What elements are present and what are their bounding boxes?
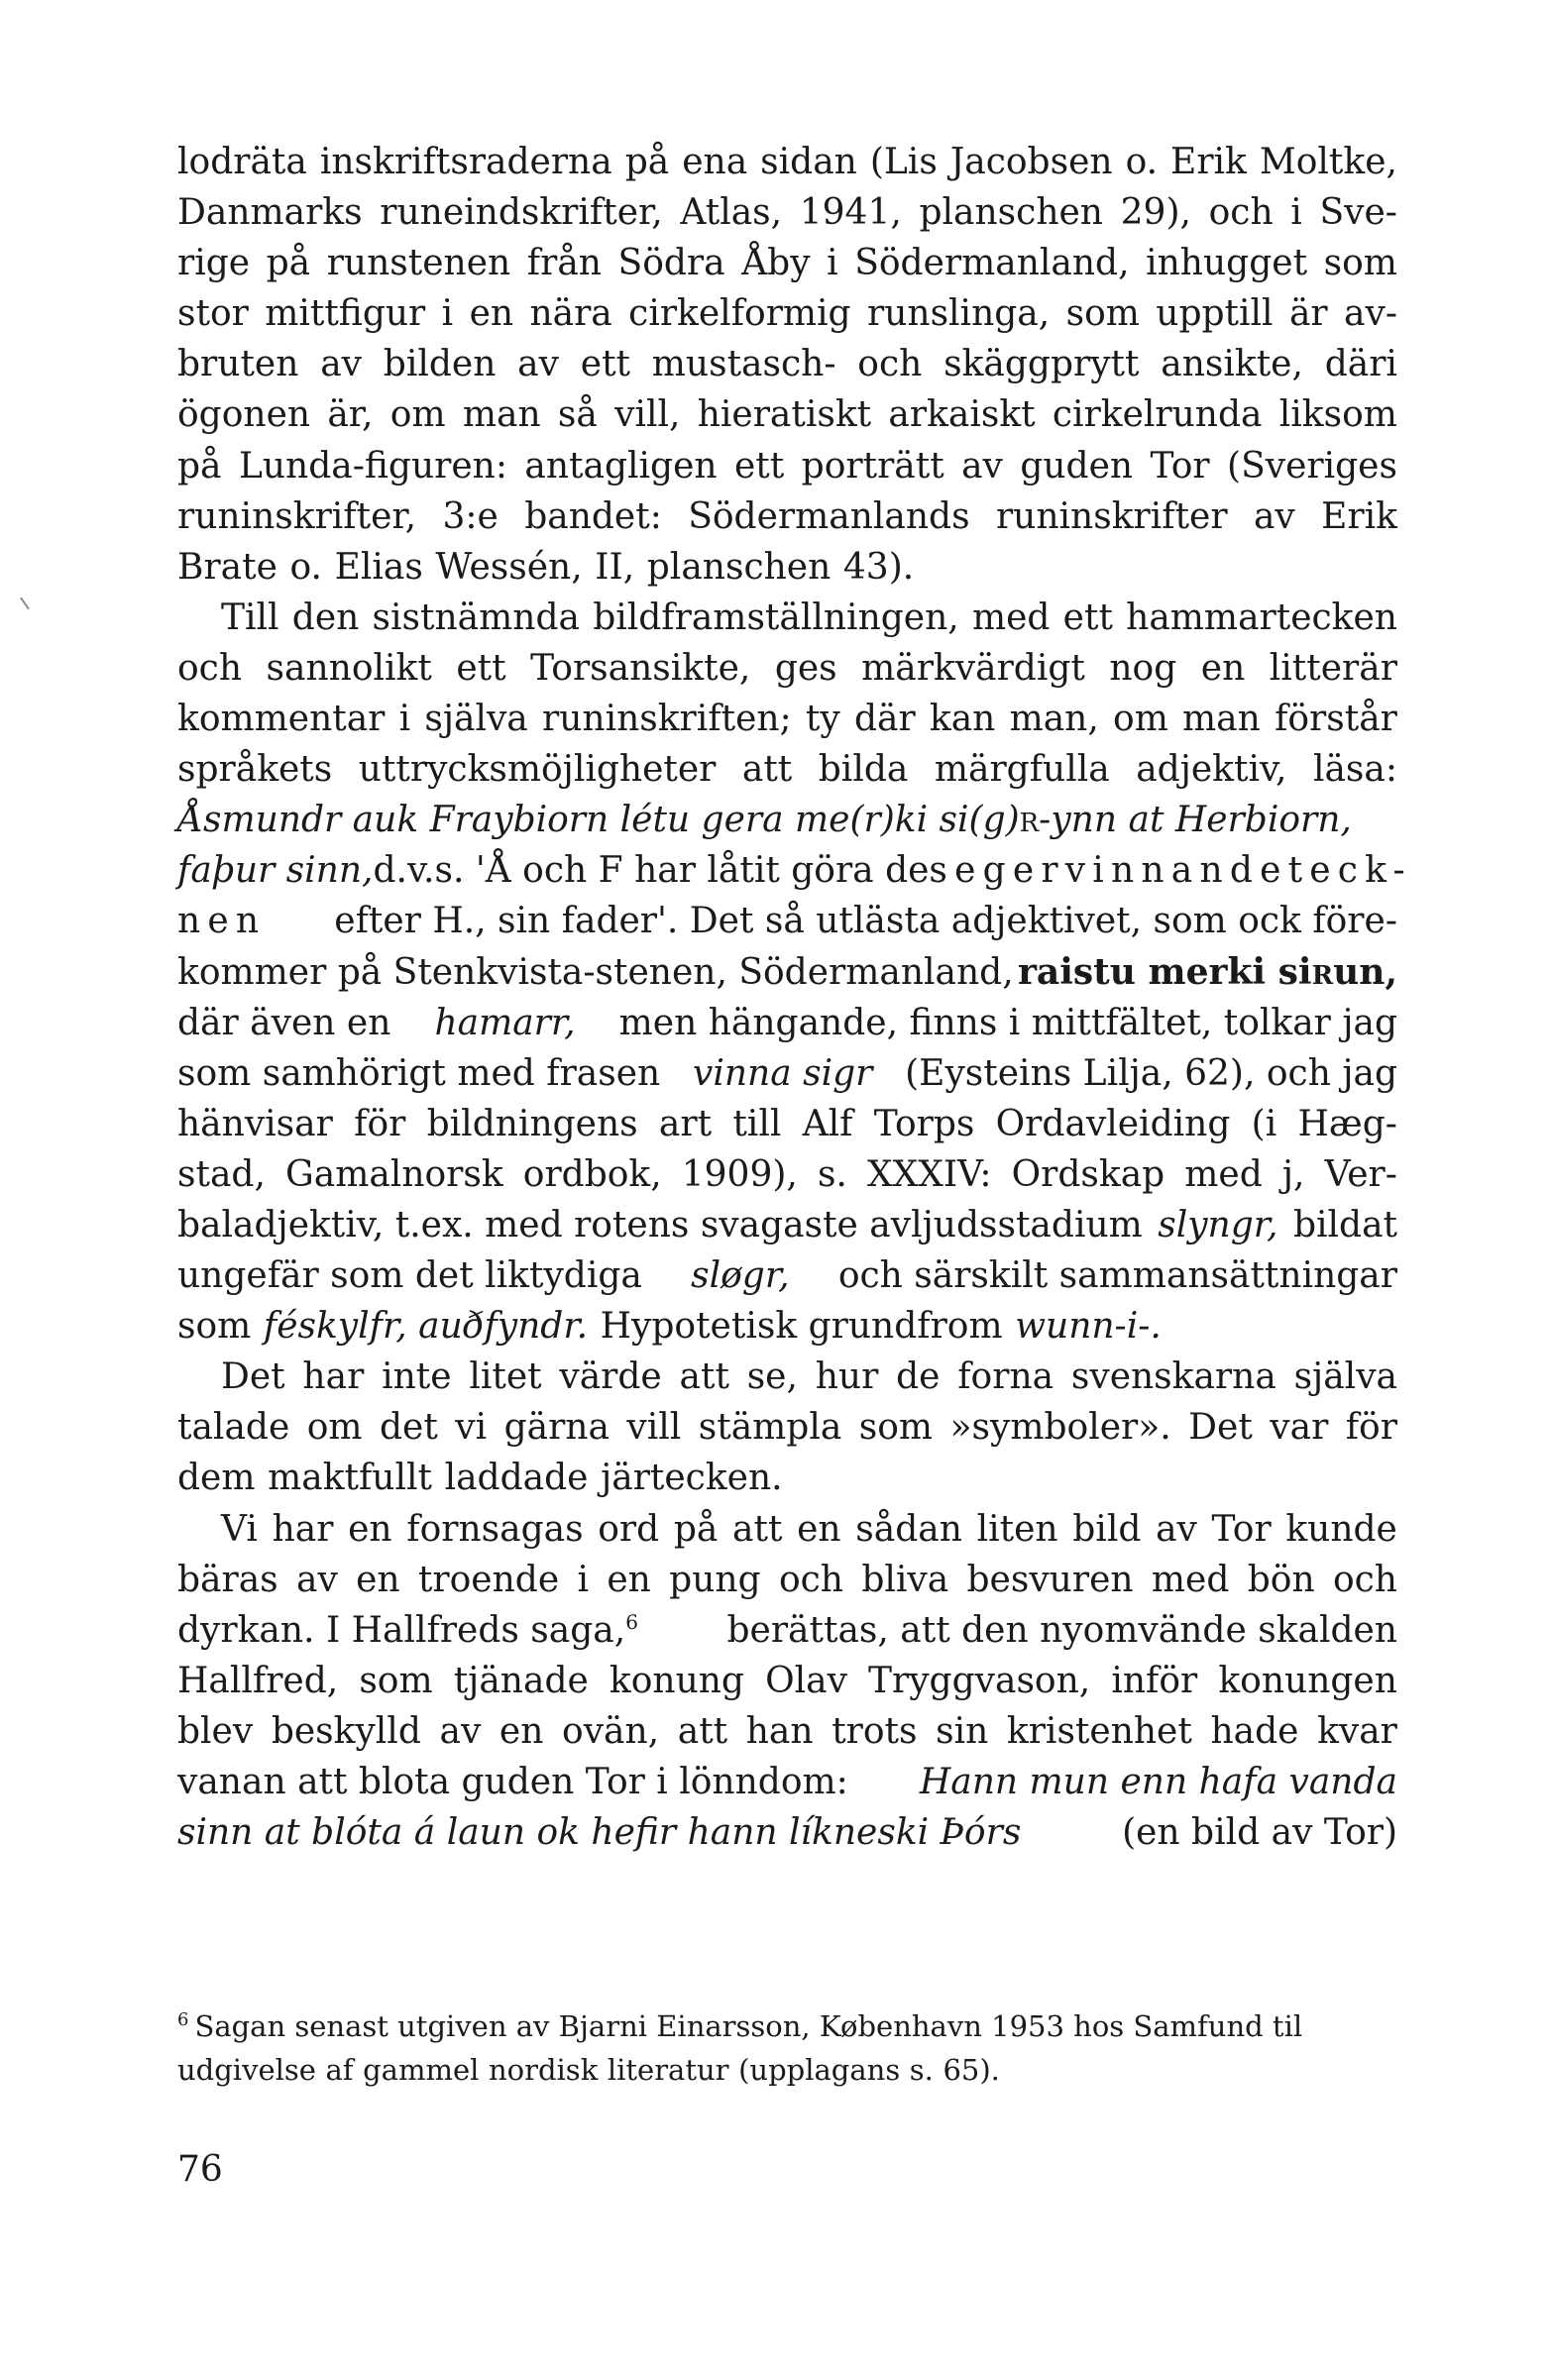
word: var — [1270, 1407, 1329, 1449]
word: stor — [177, 293, 249, 335]
word: »symboler». — [949, 1407, 1171, 1449]
word: är, — [327, 394, 374, 436]
text-line — [177, 1453, 1397, 1503]
word: runeindskrifter, — [380, 192, 663, 234]
word: Torps — [873, 1103, 975, 1144]
word: art — [658, 1103, 713, 1144]
word: XXXIV: — [866, 1153, 992, 1195]
word: i — [827, 243, 838, 284]
word: (i — [1251, 1103, 1277, 1144]
word: rige — [177, 243, 251, 284]
text-line — [177, 1504, 1397, 1555]
word: av — [320, 344, 362, 385]
text-line — [177, 441, 1397, 491]
word: så — [557, 394, 598, 436]
word: inför — [1111, 1660, 1198, 1701]
word: stad, — [177, 1153, 266, 1195]
word: talade — [177, 1407, 290, 1449]
word: 1909), — [681, 1153, 798, 1195]
text-line — [177, 1555, 1397, 1605]
word: en — [356, 1559, 400, 1600]
word: runinskriften; — [541, 699, 792, 740]
word: (Lis — [869, 142, 938, 182]
word: Ordskap — [1011, 1153, 1165, 1195]
word: språkets — [177, 749, 333, 791]
margin-mark — [20, 597, 30, 610]
word: däri — [1324, 344, 1397, 385]
word: Jacobsen — [949, 142, 1113, 182]
word: en — [499, 1710, 544, 1752]
word: för — [1345, 1407, 1397, 1449]
text-line — [177, 593, 1397, 643]
word: Hæg- — [1297, 1103, 1397, 1144]
word: ty — [805, 699, 840, 740]
word: att — [679, 1356, 729, 1398]
word: maktfullt — [268, 1458, 432, 1499]
word: upptill — [1156, 293, 1274, 335]
word: svenskarna — [1070, 1356, 1276, 1398]
text-line — [177, 339, 1397, 389]
word: Brate — [177, 546, 277, 588]
word: Elias — [334, 546, 423, 588]
word: Atlas, — [680, 192, 783, 234]
word: bandet: — [524, 495, 662, 537]
word: lodräta — [177, 142, 307, 182]
word: Erik — [1170, 142, 1247, 182]
spaced-word: segervinnande — [929, 850, 1288, 892]
word: bilden — [383, 344, 497, 385]
word: 1941, — [799, 192, 902, 234]
word: konung — [609, 1660, 744, 1701]
word: arkaiskt — [888, 394, 1036, 436]
word: gammel — [363, 2053, 480, 2087]
word: att — [732, 1508, 783, 1550]
text-line — [177, 238, 1397, 288]
word: inskriftsraderna — [319, 142, 612, 182]
word: inhugget — [1146, 243, 1308, 284]
word: nog — [1109, 647, 1177, 689]
text-line: baladjektiv, t.ex. med rotens svagaste avljudsstadium slyngr, bildat — [177, 1204, 1397, 1245]
word: själva — [1293, 1356, 1397, 1398]
text-line — [177, 1706, 1397, 1757]
word: ett — [580, 344, 631, 385]
word: Åby — [741, 243, 811, 284]
text-line: vanan att blota guden Tor i lönndom: Hann mun enn hafa vanda — [177, 1762, 1397, 1802]
word: laddade — [444, 1458, 589, 1499]
text-line: sinn at blóta á laun ok hefir hann líkneski Þórs (en bild av Tor) — [177, 1812, 1397, 1854]
word: Tryggvason, — [868, 1660, 1091, 1701]
word: hieratiskt — [697, 394, 872, 436]
word: s. — [909, 2053, 934, 2087]
word: man — [1182, 699, 1261, 740]
word: porträtt — [801, 445, 944, 487]
runic-transliteration: faþur sinn, — [177, 850, 374, 892]
word: som — [1065, 293, 1140, 335]
word: i — [577, 1559, 589, 1600]
word: ena — [682, 142, 748, 182]
word: planschen — [646, 546, 832, 588]
word: Det — [1188, 1407, 1253, 1449]
word: dem — [177, 1458, 256, 1499]
word: liten — [976, 1508, 1058, 1550]
word: Lunda-figuren: — [238, 445, 507, 487]
word: bilda — [818, 749, 909, 791]
text-line: ungefär som det liktydiga sløgr, och särskilt sammansättningar — [177, 1255, 1397, 1297]
text-line: faþur sinn, d.v.s. 'Å och F har låtit göra de segervinnande teck- — [177, 845, 1397, 896]
word: ges — [774, 647, 837, 689]
word: han — [745, 1710, 814, 1752]
word: hade — [1210, 1710, 1299, 1752]
word: (upplagans — [738, 2053, 901, 2087]
word: s. — [817, 1153, 847, 1195]
page-number: 76 — [177, 2149, 223, 2190]
footnote-reference[interactable]: 6 — [625, 1609, 638, 1634]
word: kommentar — [177, 699, 386, 740]
word: inte — [382, 1356, 452, 1398]
word: sannolikt — [266, 647, 432, 689]
word: konungen — [1218, 1660, 1397, 1701]
word: sådan — [855, 1508, 962, 1550]
word: av — [1156, 1508, 1197, 1550]
word: en — [348, 1508, 392, 1550]
text-line — [177, 1656, 1397, 1706]
word: cirkelformig — [628, 293, 851, 335]
word: om — [389, 394, 446, 436]
word: af — [325, 2053, 354, 2087]
word: för — [354, 1103, 406, 1144]
word: gärna — [503, 1407, 610, 1449]
word: och — [1208, 192, 1274, 234]
text-line — [177, 1352, 1397, 1402]
word: 43). — [842, 546, 915, 588]
word: Sve- — [1319, 192, 1397, 234]
word: Tor — [1211, 1508, 1272, 1550]
word: blev — [177, 1710, 254, 1752]
word: en — [1200, 647, 1246, 689]
word: mustasch- — [651, 344, 836, 385]
word: Hallfred, — [177, 1660, 339, 1701]
text-line — [177, 1402, 1397, 1453]
word: vill — [626, 1407, 682, 1449]
text-line — [177, 491, 1397, 542]
word: kvar — [1317, 1710, 1397, 1752]
word: en — [469, 293, 514, 335]
word: är — [1288, 293, 1328, 335]
word: runinskrifter — [995, 495, 1228, 537]
word: o. — [1125, 142, 1159, 182]
text-line: som samhörigt med frasen vinna sigr (Eysteins Lilja, 62), och jag — [177, 1052, 1397, 1094]
word: fornsagas — [406, 1508, 584, 1550]
word: litet — [469, 1356, 542, 1398]
word: vi — [455, 1407, 488, 1449]
word: Södermanland, — [854, 243, 1130, 284]
word: man — [462, 394, 541, 436]
word: forna — [957, 1356, 1054, 1398]
word: värde — [559, 1356, 662, 1398]
text-line — [177, 744, 1397, 795]
word: om — [1113, 699, 1168, 740]
word: ett — [1062, 596, 1113, 638]
word: som — [1323, 243, 1397, 284]
word: en — [797, 1508, 841, 1550]
word: uttrycksmöjligheter — [358, 749, 717, 791]
text-line — [177, 643, 1397, 694]
word: runinskrifter, — [177, 495, 417, 537]
word: på — [673, 1508, 719, 1550]
word: som — [359, 1660, 433, 1701]
word: ord — [598, 1508, 660, 1550]
word: man, — [1009, 699, 1099, 740]
word: Ver- — [1324, 1153, 1397, 1195]
word: vill, — [614, 394, 681, 436]
runic-transliteration: Åsmundr auk Fraybiorn létu gera me(r)ki si(g)R-ynn at Herbiorn, — [177, 800, 1352, 841]
word: och — [857, 344, 923, 385]
word: där — [853, 699, 916, 740]
word: udgivelse — [177, 2053, 316, 2087]
word: ett — [456, 647, 506, 689]
word: Ordavleiding — [995, 1103, 1231, 1144]
word: av — [1253, 495, 1295, 537]
word: av- — [1344, 293, 1397, 335]
text-line — [177, 1149, 1397, 1200]
word: och — [778, 1559, 843, 1600]
word: bild — [1072, 1508, 1142, 1550]
word: skäggprytt — [943, 344, 1140, 385]
word: Erik — [1321, 495, 1397, 537]
word: runstenen — [326, 243, 511, 284]
word: pung — [669, 1559, 761, 1600]
word: Wessén, — [435, 546, 583, 588]
word: bliva — [861, 1559, 949, 1600]
word: ansikte, — [1161, 344, 1303, 385]
text-line: som féskylfr, auðfyndr. Hypotetisk grundfrom wunn-i-. — [177, 1306, 1162, 1348]
word: sin — [936, 1710, 989, 1752]
word: trots — [832, 1710, 918, 1752]
word: märkvärdigt — [861, 647, 1085, 689]
word: det — [379, 1407, 438, 1449]
text-line — [177, 542, 1397, 593]
word: har — [302, 1356, 365, 1398]
word: hur — [815, 1356, 879, 1398]
footnote — [177, 2004, 1397, 2092]
word: adjektiv, — [1136, 749, 1287, 791]
word: (Sveriges — [1227, 445, 1397, 487]
word: nära — [529, 293, 612, 335]
word: själva — [424, 699, 528, 740]
word: stämpla — [698, 1407, 842, 1449]
word: i — [1290, 192, 1302, 234]
word: nordisk — [488, 2053, 599, 2087]
runic-inscription: raistu merki siRun, — [1017, 950, 1397, 993]
word: Södra — [617, 243, 725, 284]
text-line — [177, 288, 1397, 339]
word: 3:e — [442, 495, 499, 537]
word: 65). — [943, 2053, 1000, 2087]
word: till — [732, 1103, 782, 1144]
footnote-line: $^6$ Sagan senast utgiven av Bjarni Einarsson, København 1953 hos Samfund til — [177, 2009, 1303, 2043]
word: Olav — [765, 1660, 847, 1701]
word: besvuren — [966, 1559, 1134, 1600]
text-line: kommer på Stenkvista-stenen, Södermanland, raistu merki siRun, — [177, 947, 1397, 998]
word: en — [607, 1559, 651, 1600]
word: kristenhet — [1006, 1710, 1192, 1752]
word: om — [306, 1407, 363, 1449]
text-line — [177, 137, 1397, 187]
word: i — [441, 293, 454, 335]
word: troende — [417, 1559, 560, 1600]
word: sidan — [760, 142, 857, 182]
word: Till — [221, 596, 279, 638]
word: Danmarks — [177, 192, 363, 234]
word: att — [677, 1710, 728, 1752]
word: tjänade — [453, 1660, 589, 1701]
word: litterär — [1269, 647, 1397, 689]
word: kunde — [1285, 1508, 1397, 1550]
word: järtecken. — [601, 1458, 783, 1499]
word: bruten — [177, 344, 299, 385]
word: på — [177, 445, 222, 487]
word: från — [526, 243, 602, 284]
word: som — [858, 1407, 934, 1449]
word: med — [1184, 1153, 1263, 1195]
word: Vi — [221, 1508, 258, 1550]
word: bön — [1247, 1559, 1315, 1600]
text-line — [177, 1099, 1397, 1149]
word: Gamalnorsk — [284, 1153, 503, 1195]
text-line — [177, 389, 1397, 440]
word: ovän, — [562, 1710, 660, 1752]
word: ögonen — [177, 394, 311, 436]
word: på — [266, 243, 311, 284]
word: j, — [1281, 1153, 1305, 1195]
word: ett — [734, 445, 785, 487]
word: märgfulla — [934, 749, 1110, 791]
word: hänvisar — [177, 1103, 333, 1144]
word: bildningens — [426, 1103, 638, 1144]
word: guden — [1020, 445, 1134, 487]
text-line — [177, 187, 1397, 238]
footnote-mark: 6 — [177, 2009, 189, 2031]
word: II, — [595, 546, 635, 588]
word: av — [439, 1710, 482, 1752]
word: se, — [746, 1356, 798, 1398]
word: bildframställningen, — [593, 596, 959, 638]
word: förstår — [1275, 699, 1397, 740]
word: av — [961, 445, 1003, 487]
word: med — [971, 596, 1051, 638]
text-line: nen efter H., sin fader'. Det så utlästa adjektivet, som ock före- — [177, 901, 1397, 942]
word: Det — [221, 1356, 285, 1398]
body-text — [177, 137, 1412, 1858]
text-line: där även en hamarr, men hängande, finns i mittfältet, tolkar jag — [177, 1002, 1397, 1043]
word: i — [398, 699, 411, 740]
word: Södermanlands — [688, 495, 970, 537]
word: och — [177, 647, 243, 689]
word: mittfigur — [265, 293, 426, 335]
word: Tor — [1150, 445, 1210, 487]
word: beskylld — [271, 1710, 421, 1752]
footnote-line — [177, 2048, 1397, 2092]
word: Moltke, — [1259, 142, 1397, 182]
word: bäras — [177, 1559, 278, 1600]
word: de — [896, 1356, 941, 1398]
word: hammartecken — [1126, 596, 1397, 638]
text-line — [177, 694, 1397, 744]
word: har — [272, 1508, 334, 1550]
text-line: dyrkan. I Hallfreds saga,$^6$ berättas, att den nyomvände skalden — [177, 1609, 1397, 1651]
word: på — [624, 142, 670, 182]
word: 29), — [1120, 192, 1191, 234]
word: kan — [929, 699, 996, 740]
text-line — [177, 795, 1397, 845]
word: av — [517, 344, 559, 385]
word: sistnämnda — [372, 596, 580, 638]
word: antagligen — [524, 445, 718, 487]
word: liksom — [1278, 394, 1397, 436]
word: ordbok, — [522, 1153, 662, 1195]
word: av — [295, 1559, 338, 1600]
word: läsa: — [1312, 749, 1397, 791]
word: Torsansikte, — [530, 647, 751, 689]
word: planschen — [919, 192, 1103, 234]
word: runslinga, — [866, 293, 1051, 335]
word: o. — [289, 546, 322, 588]
word: cirkelrunda — [1052, 394, 1263, 436]
word: och — [1332, 1559, 1397, 1600]
word: Alf — [802, 1103, 853, 1144]
word: med — [1151, 1559, 1230, 1600]
word: den — [291, 596, 360, 638]
word: literatur — [607, 2053, 729, 2087]
word: att — [741, 749, 793, 791]
